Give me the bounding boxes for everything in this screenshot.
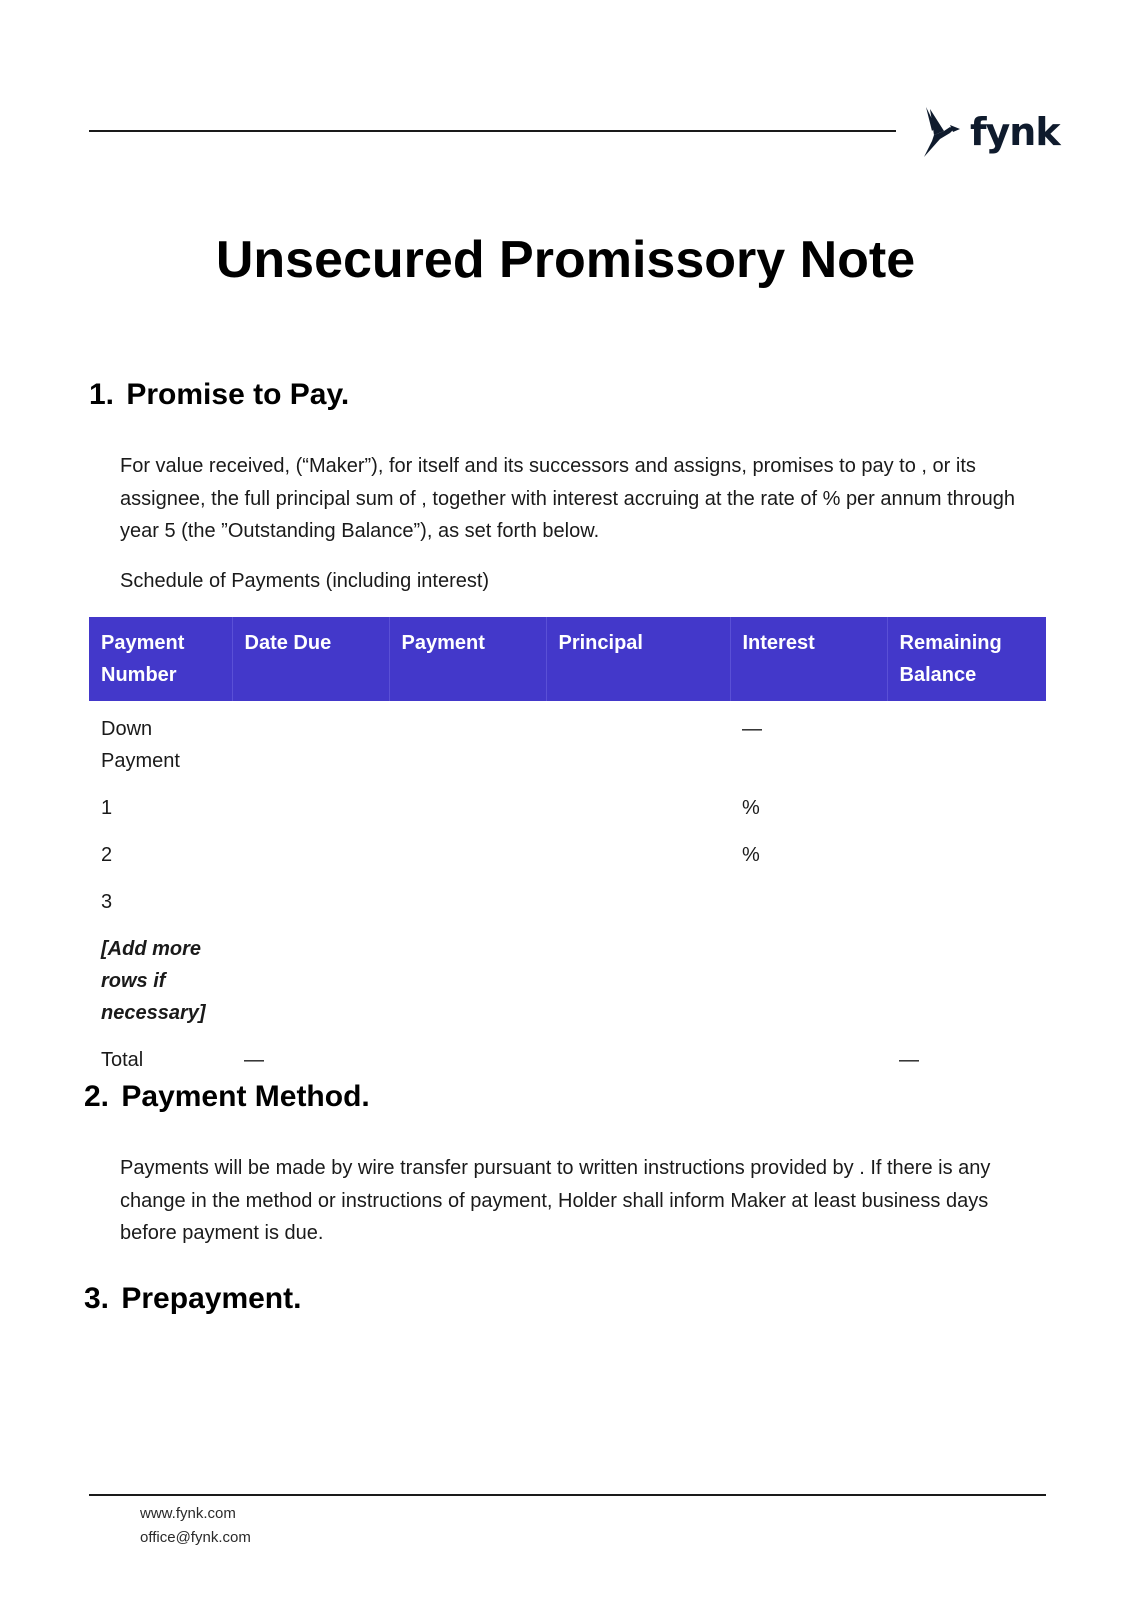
section-number: 2.	[84, 1080, 110, 1113]
table-cell: 1	[101, 797, 113, 819]
table-row	[89, 783, 1046, 830]
payment-method-paragraph: Payments will be made by wire transfer pursuant to written instructions provided by . If there is any change in the method or instructions of payment, Holder shall inform Maker at least business days before payment is due.	[120, 1157, 991, 1244]
table-cell	[730, 924, 887, 1035]
table-cell: 3	[101, 891, 113, 913]
brand-name: fynk	[970, 110, 1060, 154]
table-cell	[389, 701, 546, 783]
table-cell-note: [Add more rows if necessary]	[101, 938, 206, 1024]
table-cell	[389, 830, 546, 877]
table-cell	[887, 783, 1046, 830]
table-cell	[546, 924, 730, 1035]
table-cell	[887, 701, 1046, 783]
table-cell: —	[742, 718, 762, 740]
section-title: Payment Method.	[121, 1080, 370, 1113]
promise-paragraph: For value received, (“Maker”), for itself and its successors and assigns, promises to pay to , or its assignee, the full principal sum of , together with interest accruing at the rate of % per annum through year 5 (the ”Outstanding Balance”), as set forth below.	[120, 455, 1015, 542]
footer-email: office@fynk.com	[140, 1529, 251, 1546]
table-cell	[389, 924, 546, 1035]
table-cell	[546, 1035, 730, 1082]
table-cell: %	[742, 797, 760, 819]
table-total-row	[89, 1035, 1046, 1082]
table-cell	[730, 877, 887, 924]
brand-logo	[920, 104, 1060, 160]
table-cell	[389, 877, 546, 924]
table-cell: 2	[101, 844, 113, 866]
table-cell	[232, 830, 389, 877]
table-cell	[232, 924, 389, 1035]
table-header-row	[89, 617, 1046, 701]
section-1-heading	[89, 378, 349, 412]
section-2-heading	[84, 1080, 370, 1114]
section-title: Prepayment.	[121, 1282, 302, 1315]
col-header-payment: Payment	[389, 617, 546, 701]
table-row	[89, 924, 1046, 1035]
table-cell	[546, 830, 730, 877]
section-number: 1.	[89, 378, 115, 411]
table-cell: —	[899, 1049, 919, 1071]
section-3-heading	[84, 1282, 301, 1316]
table-row	[89, 701, 1046, 783]
table-cell	[887, 877, 1046, 924]
footer-website: www.fynk.com	[140, 1505, 236, 1522]
table-cell: %	[742, 844, 760, 866]
table-cell: Down Payment	[101, 718, 180, 772]
section-number: 3.	[84, 1282, 110, 1315]
table-row	[89, 877, 1046, 924]
table-cell	[232, 783, 389, 830]
table-cell	[389, 783, 546, 830]
table-cell	[232, 701, 389, 783]
header-rule	[89, 130, 896, 132]
bird-logo-icon	[920, 105, 966, 159]
table-cell: —	[244, 1049, 264, 1071]
table-cell	[730, 1035, 887, 1082]
table-cell	[546, 783, 730, 830]
schedule-label: Schedule of Payments (including interest)	[120, 570, 490, 592]
section-title: Promise to Pay.	[126, 378, 350, 411]
table-cell	[546, 877, 730, 924]
table-cell	[546, 701, 730, 783]
col-header-principal: Principal	[546, 617, 730, 701]
table-cell	[232, 877, 389, 924]
table-row	[89, 830, 1046, 877]
col-header-payment-number: Payment Number	[89, 617, 232, 701]
document-title: Unsecured Promissory Note	[215, 231, 916, 289]
table-cell	[389, 1035, 546, 1082]
table-cell	[887, 924, 1046, 1035]
col-header-date-due: Date Due	[232, 617, 389, 701]
footer-rule	[89, 1494, 1046, 1496]
payment-schedule-table	[89, 617, 1046, 1082]
table-cell: Total	[101, 1049, 144, 1071]
col-header-remaining-balance: Remaining Balance	[887, 617, 1046, 701]
col-header-interest: Interest	[730, 617, 887, 701]
table-cell	[887, 830, 1046, 877]
